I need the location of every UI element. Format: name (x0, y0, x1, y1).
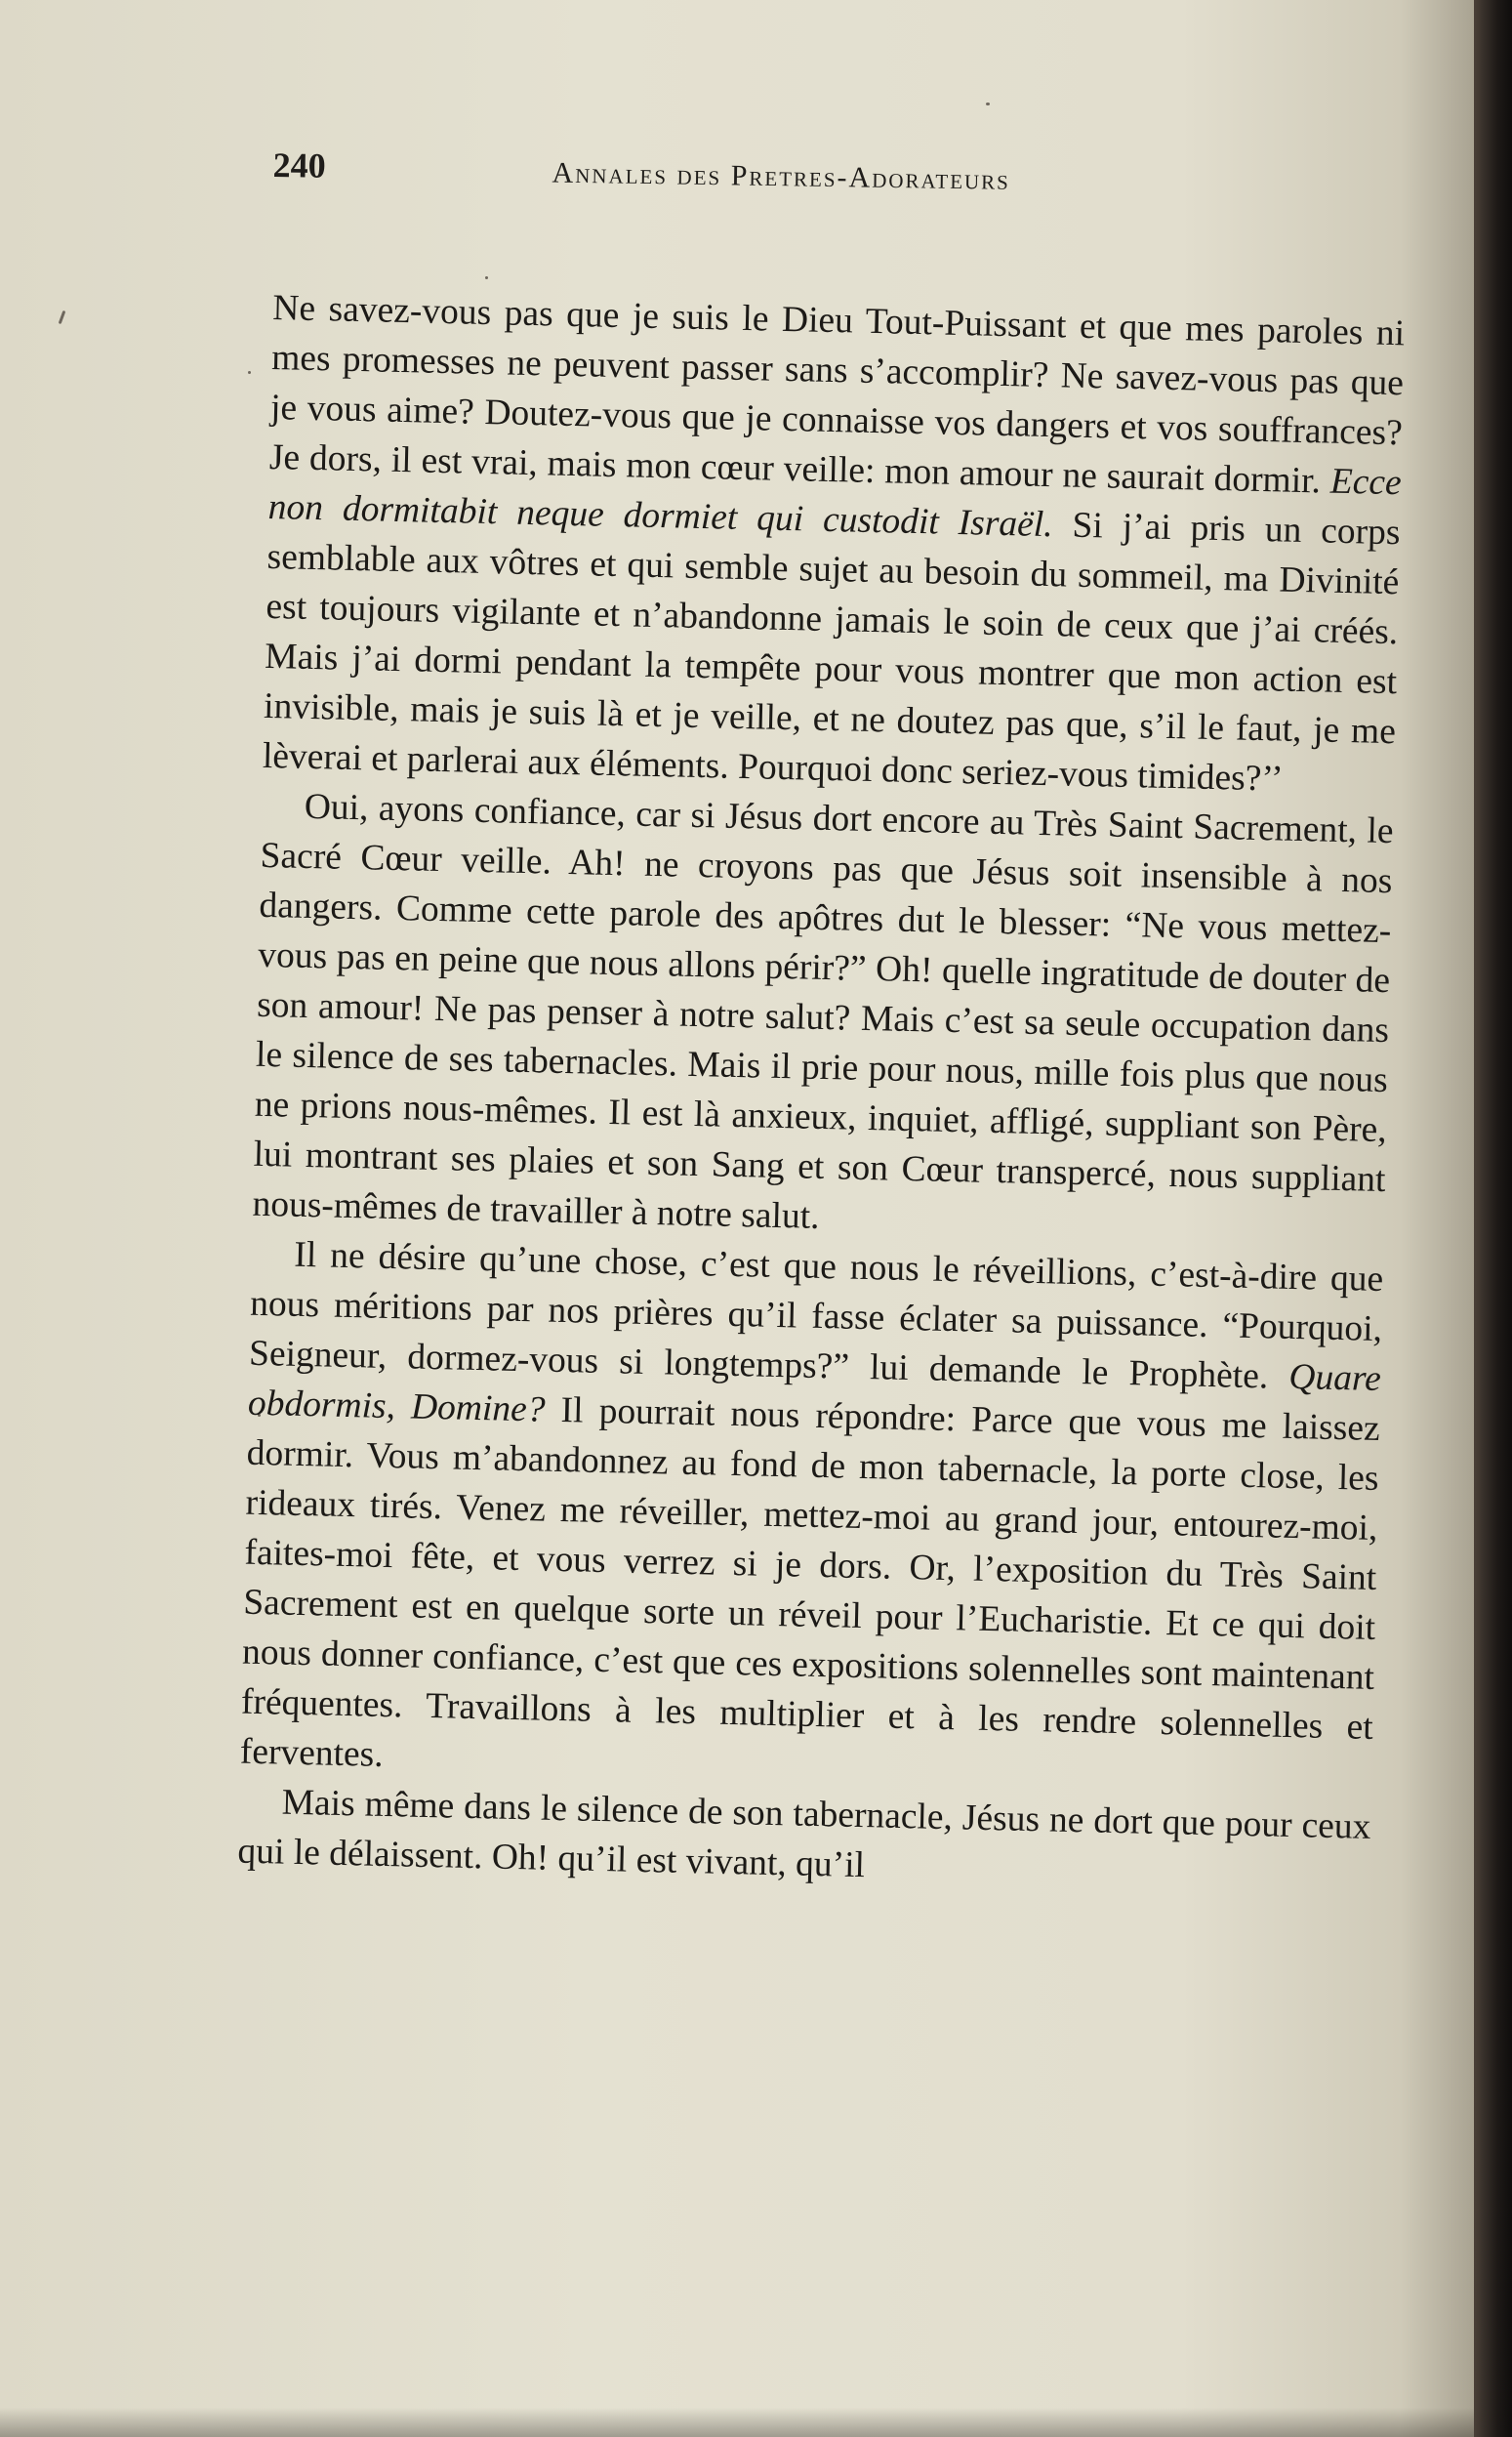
page-edge-shadow (0, 2408, 1474, 2437)
running-head: Annales des Pretres-Adorateurs (552, 156, 1011, 196)
paragraph-text: Ne savez-vous pas que je suis le Dieu Tout-Puissant et que mes paroles ni mes promesses ne peuvent passer sans s’accomplir? Ne savez-vous pas que je vous aime? Doutez-vous que je connaisse vos dangers et vos souffrances? Je dors, il est vrai, mais mon cœur veille: mon amour ne saurait dormir. (268, 287, 1406, 502)
paragraph (252, 781, 1394, 1255)
paper-speck (986, 103, 990, 105)
paragraph-text: Si j’ai pris un corps semblable aux vôtres et qui semble sujet au besoin du sommeil, ma Divinité est toujours vigilante et n’abandonne jamais le soin de ceux que j’ai créés. Mais j’ai dormi pendant la tempête pour vous montrer que mon action est invisible, mais je suis là et je veille, et ne doutez pas que, s’il le faut, je me lèverai et parlerai aux éléments. Pourquoi donc seriez-vous timides?’’ (262, 505, 1401, 800)
paragraph (262, 283, 1405, 806)
paragraph-text: Oui, ayons confiance, car si Jésus dort encore au Très Saint Sacrement, le Sacré Cœur veille. Ah! ne croyons pas que Jésus soit insensible à nos dangers. Comme cette parole des apôtres dut le blesser: “Ne vous mettez-vous pas en peine que nous allons périr?” Oh! quelle ingratitude de douter de son amour! Ne pas penser à notre salut? Mais c’est sa seule occupation dans le silence de ses tabernacles. Mais il prie pour nous, mille fois plus que nous ne prions nous-mêmes. Il est là anxieux, inquiet, affligé, suppliant son Père, lui montrant ses plaies et son Sang et son Cœur transpercé, nous suppliant nous-mêmes de travailler à notre salut. (252, 786, 1395, 1237)
latin-quotation: Quare obdormis, Domine? (247, 1356, 1382, 1430)
paragraph-text: Mais même dans le silence de son tabernacle, Jésus ne dort que pour ceux qui le délaissent. Oh! qu’il est vivant, qu’il (237, 1782, 1371, 1886)
body-text (237, 283, 1406, 1902)
paragraph-text: Il ne désire qu’une chose, c’est que nous le réveillions, c’est-à-dire que nous méritions par nos prières qu’il fasse éclater sa puissance. “Pourquoi, Seigneur, dormez-vous si longtemps?” lui demande le Prophète. (248, 1234, 1384, 1397)
book-spine (1474, 0, 1512, 2437)
paragraph (239, 1229, 1383, 1802)
paper-speck (59, 310, 66, 324)
page-number: 240 (272, 145, 326, 186)
paper-speck (485, 276, 488, 279)
latin-quotation: Ecce non dormitabit neque dormiet qui custodit Israël. (267, 461, 1403, 546)
paper-speck (248, 371, 251, 374)
paragraph-text: Il pourrait nous répondre: Parce que vous me laissez dormir. Vous m’abandonnez au fond de mon tabernacle, la porte close, les rideaux tirés. Venez me réveiller, mettez-moi au grand jour, entourez-moi, faites-moi fête, et vous verrez si je dors. Or, l’exposition du Très Saint Sacrement est en quelque sorte un réveil pour l’Eucharistie. Et ce qui doit nous donner confiance, c’est que ces expositions solennelles sont maintenant fréquentes. Travaillons à les multiplier et à les rendre solennelles et ferventes. (239, 1389, 1381, 1775)
page-header (272, 145, 1425, 231)
